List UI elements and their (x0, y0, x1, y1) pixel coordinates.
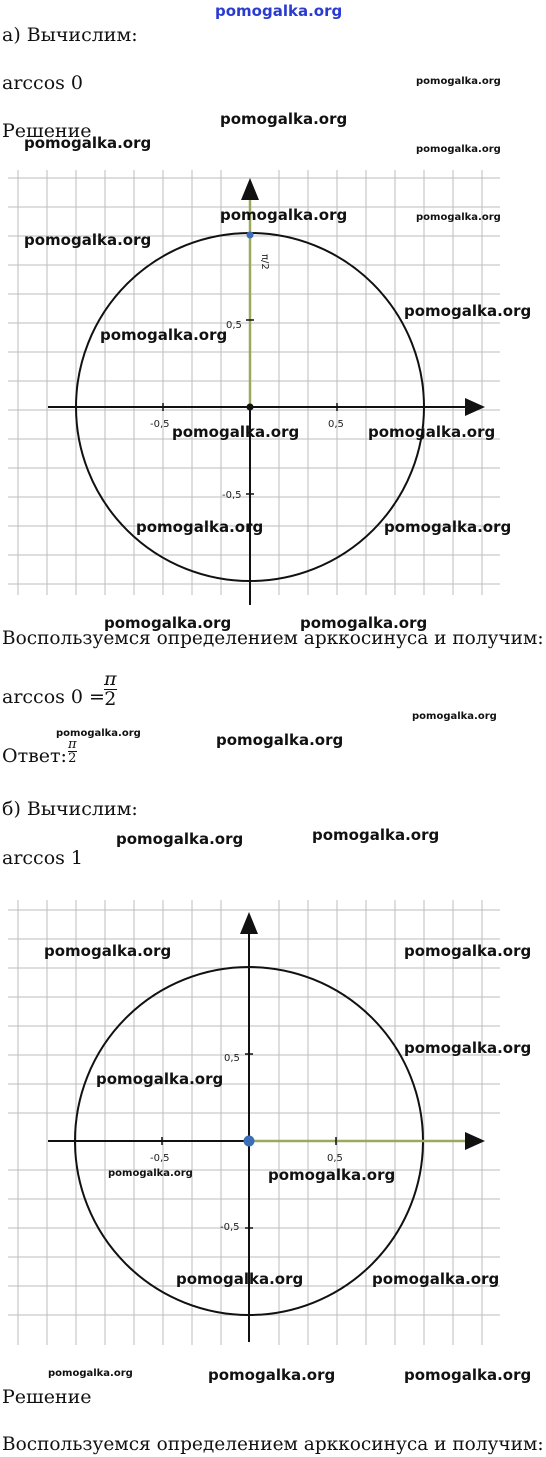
part-b-heading: б) Вычислим: (2, 798, 138, 820)
tick-label-pos-x-a: 0,5 (328, 419, 344, 430)
part-a-heading: а) Вычислим: (2, 24, 138, 46)
y-axis-arrow-a (241, 178, 259, 200)
part-a-answer-fraction (68, 738, 77, 765)
part-b-definition-text: Воспользуемся определением арккосинуса и получим: (2, 1434, 544, 1455)
part-a-definition-text: Воспользуемся определением арккосинуса и получим: (2, 628, 544, 649)
watermark: pomogalka.org (268, 1166, 396, 1184)
watermark: pomogalka.org (412, 711, 497, 722)
watermark: pomogalka.org (172, 423, 300, 441)
watermark: pomogalka.org (44, 942, 172, 960)
tick-label-neg-x-b: -0,5 (150, 1153, 170, 1164)
origin-point-a (247, 404, 254, 411)
watermark: pomogalka.org (48, 1368, 133, 1379)
watermark: pomogalka.org (104, 614, 232, 632)
header-watermark[interactable]: pomogalka.org (215, 2, 343, 20)
watermark: pomogalka.org (404, 302, 532, 320)
watermark: pomogalka.org (416, 144, 501, 155)
part-b-expression: arccos 1 (2, 847, 84, 869)
watermark: pomogalka.org (404, 1039, 532, 1057)
watermark: pomogalka.org (416, 76, 501, 87)
origin-point-b (244, 1136, 255, 1147)
watermark: pomogalka.org (56, 728, 141, 739)
watermark: pomogalka.org (416, 212, 501, 223)
watermark: pomogalka.org (300, 614, 428, 632)
answer-denominator: 2 (68, 751, 77, 766)
watermark: pomogalka.org (24, 231, 152, 249)
angle-label-a: π/2 (259, 254, 270, 270)
watermark: pomogalka.org (372, 1270, 500, 1288)
watermark: pomogalka.org (220, 206, 348, 224)
tick-label-pos-y-a: 0,5 (226, 320, 242, 331)
watermark: pomogalka.org (176, 1270, 304, 1288)
answer-numerator: π (68, 737, 77, 752)
watermark: pomogalka.org (100, 326, 228, 344)
part-a-result-fraction (104, 670, 117, 709)
watermark: pomogalka.org (108, 1168, 193, 1179)
watermark: pomogalka.org (216, 731, 344, 749)
tick-label-pos-x-b: 0,5 (327, 1153, 343, 1164)
watermark: pomogalka.org (404, 1366, 532, 1384)
watermark: pomogalka.org (96, 1070, 224, 1088)
result-numerator: π (104, 668, 117, 690)
watermark: pomogalka.org (116, 830, 244, 848)
tick-label-pos-y-b: 0,5 (224, 1053, 240, 1064)
part-a-answer-label: Ответ: (2, 745, 67, 767)
part-a-result-lhs: arccos 0 = (2, 686, 105, 708)
watermark: pomogalka.org (136, 518, 264, 536)
y-axis-arrow-b (240, 912, 258, 934)
watermark: pomogalka.org (312, 826, 440, 844)
watermark: pomogalka.org (208, 1366, 336, 1384)
watermark: pomogalka.org (384, 518, 512, 536)
tick-label-neg-y-a: -0,5 (222, 490, 242, 501)
point-pi-half-a (247, 232, 254, 239)
watermark: pomogalka.org (24, 134, 152, 152)
tick-label-neg-y-b: -0,5 (220, 1222, 240, 1233)
part-a-expression: arccos 0 (2, 72, 84, 94)
tick-label-neg-x-a: -0,5 (150, 419, 170, 430)
result-denominator: 2 (104, 688, 117, 710)
watermark: pomogalka.org (368, 423, 496, 441)
watermark: pomogalka.org (404, 942, 532, 960)
part-b-solution-label: Решение (2, 1386, 92, 1408)
watermark: pomogalka.org (220, 110, 348, 128)
part-a-solution-label: Решение (2, 120, 92, 142)
